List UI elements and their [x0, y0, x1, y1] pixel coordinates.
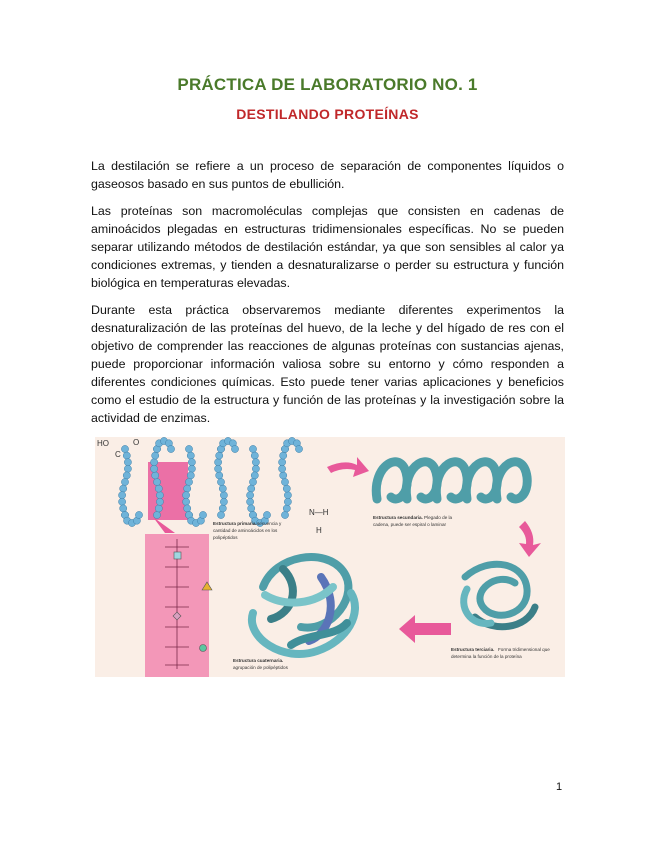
amino-acid-bead [251, 452, 258, 459]
amino-acid-bead [120, 505, 127, 512]
amino-acid-bead [187, 452, 194, 459]
caption-primaria-text-2: cantidad de aminoácidos en los [213, 528, 278, 533]
amino-acid-bead [252, 459, 259, 466]
amino-acid-bead [188, 465, 195, 472]
amino-acid-bead [124, 465, 131, 472]
amino-acid-bead [220, 498, 227, 505]
amino-acid-bead [188, 459, 195, 466]
amino-acid-bead [284, 492, 291, 499]
amino-acid-bead [219, 485, 226, 492]
caption-primaria-title: Estructura primaria. [213, 521, 257, 526]
amino-acid-bead [263, 511, 270, 518]
page-number: 1 [556, 781, 563, 793]
amino-acid-bead [120, 485, 127, 492]
amino-acid-bead [252, 465, 259, 472]
amino-acid-bead [199, 511, 206, 518]
amino-acid-bead [248, 485, 255, 492]
amino-acid-bead [247, 498, 254, 505]
amino-acid-bead [123, 452, 130, 459]
caption-terciaria-text-1: Forma tridimensional que [498, 647, 550, 652]
paragraph-destilacion: La destilación se refiere a un proceso de separación de componentes líquidos o gaseosos basado en sus puntos de ebullición. [91, 159, 564, 191]
amino-acid-bead [220, 492, 227, 499]
amino-acid-bead [183, 498, 190, 505]
amino-acid-bead [187, 472, 194, 479]
amino-acid-bead [279, 459, 286, 466]
amino-acid-bead [248, 505, 255, 512]
amino-acid-bead [217, 511, 224, 518]
caption-primaria-text-1: secuencia y [257, 521, 282, 526]
caption-secundaria-text-2: cadena, puede ser espiral o laminar [373, 522, 447, 527]
arrow-secondary-to-tertiary [519, 521, 541, 557]
amino-acid-bead [123, 472, 130, 479]
amino-acid-bead [153, 478, 160, 485]
caption-secundaria-title: Estructura secundaria. [373, 515, 423, 520]
amino-acid-bead [284, 498, 291, 505]
amino-acid-bead [121, 478, 128, 485]
amine-label: N—H [309, 508, 329, 517]
page-title: PRÁCTICA DE LABORATORIO NO. 1 [177, 75, 478, 94]
quaternary-ribbons [252, 557, 355, 654]
caption-terciaria-title: Estructura terciaria. [451, 647, 495, 652]
amino-acid-bead [216, 472, 223, 479]
amino-acid-bead [219, 505, 226, 512]
amino-acid-bead [119, 498, 126, 505]
amino-acid-bead [279, 465, 286, 472]
amino-acid-bead [185, 478, 192, 485]
amino-acid-bead [183, 492, 190, 499]
amino-acid-bead [121, 445, 128, 452]
amino-acid-bead [155, 505, 162, 512]
helix-turn [496, 462, 527, 499]
amino-acid-bead [156, 498, 163, 505]
amino-acid-bead [281, 478, 288, 485]
amino-acid-bead [184, 485, 191, 492]
amino-acid-bead [249, 478, 256, 485]
amino-acid-bead [119, 492, 126, 499]
body-text [91, 157, 564, 436]
tertiary-ribbon [464, 564, 535, 627]
caption-secundaria-text-1: Plegado de la [424, 515, 453, 520]
amino-acid-bead [184, 505, 191, 512]
amino-acid-bead [231, 445, 238, 452]
arrow-primary-to-secondary [327, 457, 369, 477]
caption-cuaternaria-title: Estructura cuaternaria. [233, 658, 284, 663]
amino-acid-bead [135, 511, 142, 518]
amino-acid-bead [124, 459, 131, 466]
amino-acid-bead [152, 472, 159, 479]
amino-acid-bead [215, 459, 222, 466]
amino-acid-bead [151, 459, 158, 466]
amino-acid-bead [153, 511, 160, 518]
arrow-tertiary-to-quaternary [399, 615, 451, 643]
amino-acid-bead [283, 505, 290, 512]
secondary-helix [376, 462, 527, 499]
amino-acid-bead [283, 485, 290, 492]
amino-acid-bead [185, 445, 192, 452]
protein-structure-illustration [95, 437, 565, 677]
protein-structure-figure [95, 437, 565, 677]
amino-acid-bead [215, 465, 222, 472]
residue-circle [200, 645, 207, 652]
amino-acid-bead [151, 465, 158, 472]
amino-acid-bead [247, 492, 254, 499]
amino-acid-bead [249, 445, 256, 452]
caption-terciaria-text-2: determina la función de la proteína [451, 654, 522, 659]
amino-acid-bead [217, 478, 224, 485]
paragraph-proteinas: Las proteínas son macromoléculas complejas que consisten en cadenas de aminoácidos plegadas en estructuras tridimensionales específicas. No se pueden separar utilizando métodos de destilación estándar, ya que son sensibles al calor ya condiciones extremas, y tienden a desnaturalizarse o perder su estructura y función biológica en temperaturas elevadas. [91, 204, 564, 290]
hydrogen-label: H [316, 526, 322, 535]
amino-acid-bead [280, 452, 287, 459]
carbon-label: C [115, 450, 121, 459]
carboxyl-label: HO [97, 439, 109, 448]
amino-acid-bead [216, 452, 223, 459]
amino-acid-bead [167, 445, 174, 452]
amino-acid-bead [251, 472, 258, 479]
caption-cuaternaria-text: agrupación de polipéptidos [233, 665, 288, 670]
amino-acid-bead [156, 492, 163, 499]
paragraph-practica: Durante esta práctica observaremos mediante diferentes experimentos la desnaturalización de las proteínas del huevo, de la leche y del hígado de res con el objetivo de comprender las reacciones de algunas proteínas con sustancias ajenas, puede proporcionar información valiosa sobre su entorno y cómo responden a diferentes condiciones químicas. Esto puede tener varias aplicaciones y beneficios como el estudio de la estructura y función de las proteínas y la investigación sobre la actividad de enzimas. [91, 303, 564, 425]
amino-acid-bead [152, 452, 159, 459]
residue-square [174, 552, 181, 559]
page-subtitle: DESTILANDO PROTEÍNAS [236, 106, 419, 122]
oxygen-label: O [133, 438, 140, 447]
amino-acid-bead [280, 472, 287, 479]
amino-acid-bead [281, 511, 288, 518]
amino-acid-chain [119, 437, 303, 526]
amino-acid-bead [295, 445, 302, 452]
caption-primaria-text-3: polipéptidos [213, 535, 238, 540]
amino-acid-bead [155, 485, 162, 492]
